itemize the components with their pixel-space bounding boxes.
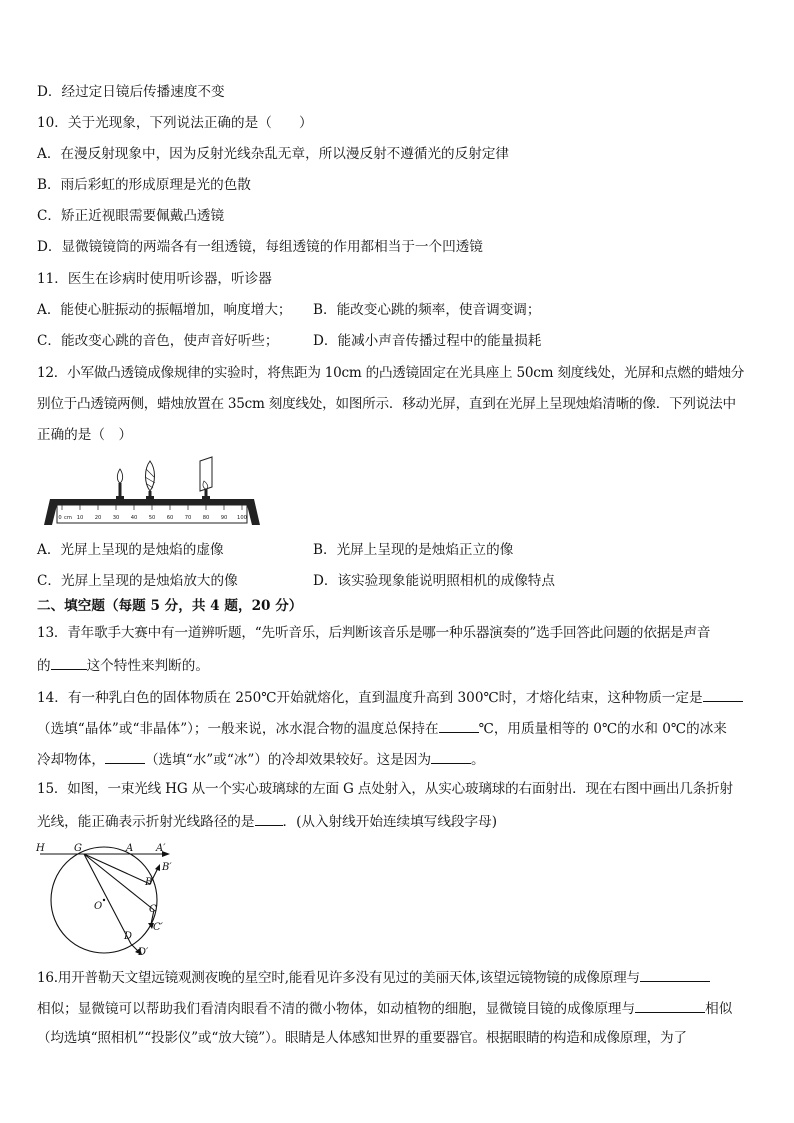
ruler-label-100: 100	[237, 515, 247, 521]
q14-blank-2[interactable]	[439, 718, 479, 733]
q13-text-b: 这个特性来判断的。	[86, 658, 209, 674]
optical-bench-figure	[40, 455, 262, 530]
ruler-label-0: 0	[58, 515, 62, 521]
label-g: G	[74, 843, 82, 854]
label-b: B	[145, 877, 153, 888]
arrow-b2-icon	[155, 864, 160, 871]
q14-blank-1[interactable]	[703, 687, 743, 702]
q14-text-2a: （选填“晶体”或“非晶体”）；一般来说，冰水混合物的温度总保持在	[37, 721, 439, 737]
label-b-prime: B′	[162, 862, 172, 873]
q14-text-1: 14．有一种乳白色的固体物质在 250℃开始就熔化，直到温度升高到 300℃时，才熔化结束，这种物质一定是	[37, 690, 703, 706]
q13-answer-blank[interactable]	[51, 655, 87, 670]
q9-option-d: D．经过定日镜后传播速度不变	[37, 84, 225, 100]
q15-line1: 15．如图，一束光线 HG 从一个实心玻璃球的左面 G 点处射入，从实心玻璃球的右面射出．现在右图中画出几条折射	[37, 781, 733, 797]
q14-text-3a: 冷却物体，	[37, 752, 105, 768]
ruler-label-40: 40	[130, 515, 138, 521]
convex-lens-icon	[145, 461, 155, 500]
q13-text-a: 的	[37, 658, 51, 674]
q14-text-3c: 。	[471, 752, 485, 768]
q10-stem: 10．关于光现象，下列说法正确的是（ ）	[37, 115, 313, 131]
candle-icon	[116, 469, 124, 500]
q16-line2	[37, 998, 732, 1018]
q14-text-3b: （选填“水”或“冰”）的冷却效果较好。这是因为	[144, 752, 432, 768]
glass-sphere-figure	[34, 838, 184, 960]
ruler-label-20: 20	[94, 515, 102, 521]
ruler-label-30: 30	[112, 515, 120, 521]
q16-line3: （均选填“照相机”“投影仪”或“放大镜”）。眼睛是人体感知世界的重要器官。根据眼睛的构造和成像原理，为了	[37, 1030, 687, 1046]
ruler-label-cm: cm	[64, 515, 72, 521]
q12-stem-line2: 别位于凸透镜两侧，蜡烛放置在 35cm 刻度线处，如图所示．移动光屏，直到在光屏上呈现烛焰清晰的像．下列说法中	[37, 396, 736, 412]
q12-option-a: A．光屏上呈现的是烛焰的虚像	[37, 542, 224, 558]
q12-option-b: B．光屏上呈现的是烛焰正立的像	[313, 542, 514, 558]
ruler-label-80: 80	[202, 515, 210, 521]
q15-line2	[37, 811, 497, 831]
q13-line1: 13．青年歌手大赛中有一道辨听题，“先听音乐，后判断该音乐是哪一种乐器演奏的”选手回答此问题的依据是声音	[37, 625, 711, 641]
label-h: H	[36, 843, 45, 854]
ruler-label-60: 60	[166, 515, 174, 521]
section-title-fill-in: 二、填空题（每题 5 分，共 4 题，20 分）	[37, 598, 303, 614]
label-d-prime: D′	[138, 947, 149, 958]
q14-blank-4[interactable]	[431, 749, 471, 764]
q14-line2	[37, 718, 727, 738]
q11-option-c: C．能改变心跳的音色，使声音好听些；	[37, 333, 279, 349]
light-screen-icon	[200, 457, 212, 500]
q12-option-c: C．光屏上呈现的是烛焰放大的像	[37, 573, 238, 589]
q14-line1	[37, 687, 743, 707]
q16-text-2b: 相似	[705, 1001, 733, 1017]
label-c-prime: C′	[153, 922, 163, 933]
q11-stem: 11．医生在诊病时使用听诊器，听诊器	[37, 271, 272, 287]
ruler-label-90: 90	[220, 515, 228, 521]
q10-option-d: D．显微镜镜筒的两端各有一组透镜，每组透镜的作用都相当于一个凹透镜	[37, 239, 483, 255]
q14-blank-3[interactable]	[105, 749, 145, 764]
q16-line1	[37, 967, 710, 987]
label-d: D	[124, 931, 133, 942]
q16-blank-2[interactable]	[635, 998, 705, 1013]
q10-option-c: C．矫正近视眼需要佩戴凸透镜	[37, 208, 225, 224]
label-a-prime: A′	[156, 843, 166, 854]
label-o: O	[94, 901, 103, 912]
q16-text-2a: 相似；显微镜可以帮助我们看清肉眼看不清的微小物体，如动植物的细胞，显微镜目镜的成像原理与	[37, 1001, 636, 1017]
q10-option-a: A．在漫反射现象中，因为反射光线杂乱无章，所以漫反射不遵循光的反射定律	[37, 146, 510, 162]
sphere-center-dot	[103, 899, 105, 901]
ray-g-b	[84, 854, 150, 884]
q11-option-a: A．能使心脏振动的振幅增加，响度增大；	[37, 302, 292, 318]
q12-stem-line3: 正确的是（ ）	[37, 427, 133, 443]
q13-line2	[37, 655, 209, 675]
q14-text-2b: ℃，用质量相等的 0℃的水和 0℃的冰来	[478, 721, 727, 737]
q15-text-a: 光线，能正确表示折射光线路径的是	[37, 814, 255, 830]
q12-stem-line1: 12．小军做凸透镜成像规律的实验时，将焦距为 10cm 的凸透镜固定在光具座上 50cm 刻度线处，光屏和点燃的蜡烛分	[37, 365, 745, 381]
q16-blank-1[interactable]	[640, 967, 710, 982]
q16-text-1: 16.用开普勒天文望远镜观测夜晚的星空时,能看见许多没有见过的美丽天体,该望远镜物镜的成像原理与	[37, 970, 640, 986]
q11-option-d: D．能减小声音传播过程中的能量损耗	[313, 333, 542, 349]
q15-text-b: ．(从入射线开始连续填写线段字母)	[282, 814, 498, 830]
ray-d-d2	[131, 944, 138, 951]
q12-option-d: D．该实验现象能说明照相机的成像特点	[313, 573, 555, 589]
label-c: C	[149, 904, 157, 915]
q15-answer-blank[interactable]	[255, 811, 283, 826]
q14-line3	[37, 749, 485, 769]
ruler-label-50: 50	[148, 515, 156, 521]
ruler-label-10: 10	[76, 515, 84, 521]
label-a: A	[126, 843, 134, 854]
q11-option-b: B．能改变心跳的频率，使音调变调；	[313, 302, 541, 318]
q10-option-b: B．雨后彩虹的形成原理是光的色散	[37, 177, 251, 193]
ruler-label-70: 70	[184, 515, 192, 521]
